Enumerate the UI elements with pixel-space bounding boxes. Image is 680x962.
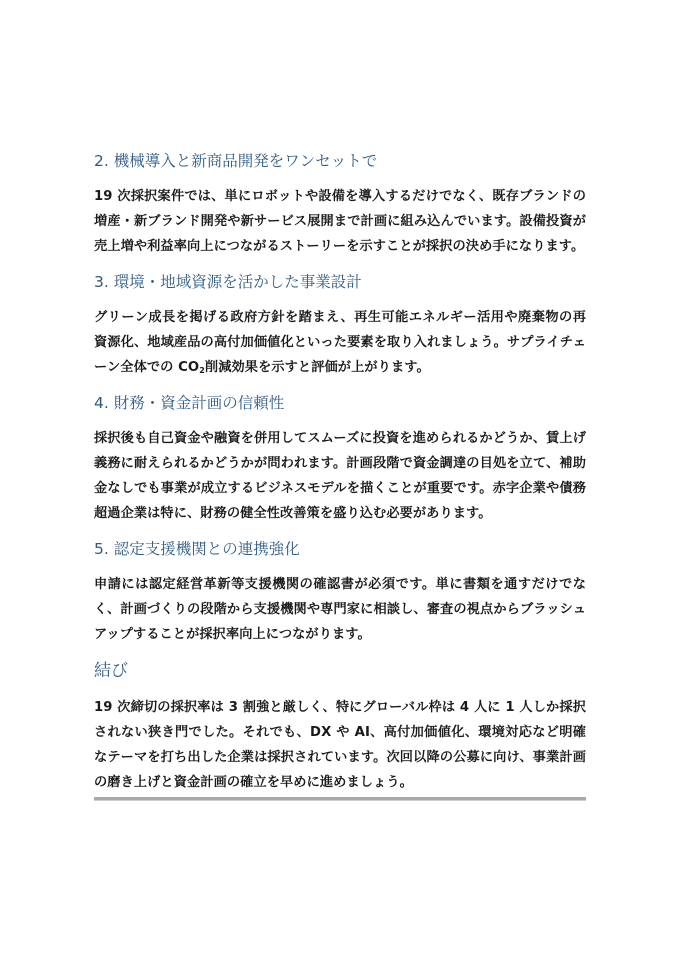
section-heading-machine-introduction: 2. 機械導入と新商品開発をワンセットで xyxy=(94,152,378,170)
section-heading-environment-regional-resources: 3. 環境・地域資源を活かした事業設計 xyxy=(94,273,362,291)
document-page xyxy=(94,150,586,807)
body-text-before-co2: グリーン成長を掲げる政府方針を踏まえ、再生可能エネルギー活用や廃棄物の再資源化、地域産品の高付加価値化といった要素を取り入れましょう。サプライチェーン全体での xyxy=(94,310,586,375)
body-text-after-co2: 削減効果を示すと評価が上がります。 xyxy=(204,360,430,375)
section-body-support-institution: 申請には認定経営革新等支援機関の確認書が必須です。単に書類を通すだけでなく、計画づくりの段階から支援機関や専門家に相談し、審査の視点からブラッシュアップすることが採択率向上につながります。 xyxy=(94,577,586,642)
conclusion-heading: 結び xyxy=(94,661,128,681)
conclusion-body: 19 次締切の採択率は 3 割強と厳しく、特にグローバル枠は 4 人に 1 人しか採択されない狭き門でした。それでも、DX や AI、高付加価値化、環境対応など明確なテーマを打ち出した企業は採択されています。次回以降の公募に向け、事業計画の磨き上げと資金計画の確立を早めに進めましょう。 xyxy=(94,700,586,790)
co2-subscript: 2 xyxy=(199,366,205,375)
section-body-machine-introduction: 19 次採択案件では、単にロボットや設備を導入するだけでなく、既存ブランドの増産・新ブランド開発や新サービス展開まで計画に組み込んでいます。設備投資が売上増や利益率向上につながるストーリーを示すことが採択の決め手になります。 xyxy=(94,189,586,254)
section-heading-financial-plan: 4. 財務・資金計画の信頼性 xyxy=(94,394,285,412)
co2-text: CO xyxy=(178,360,200,375)
section-heading-support-institution: 5. 認定支援機関との連携強化 xyxy=(94,540,300,558)
section-body-environment-regional-resources xyxy=(94,305,586,380)
horizontal-divider xyxy=(94,797,586,801)
section-body-financial-plan: 採択後も自己資金や融資を併用してスムーズに投資を進められるかどうか、賃上げ義務に耐えられるかどうかが問われます。計画段階で資金調達の目処を立て、補助金なしでも事業が成立するビジネスモデルを描くことが重要です。赤字企業や債務超過企業は特に、財務の健全性改善策を盛り込む必要があります。 xyxy=(94,431,586,521)
